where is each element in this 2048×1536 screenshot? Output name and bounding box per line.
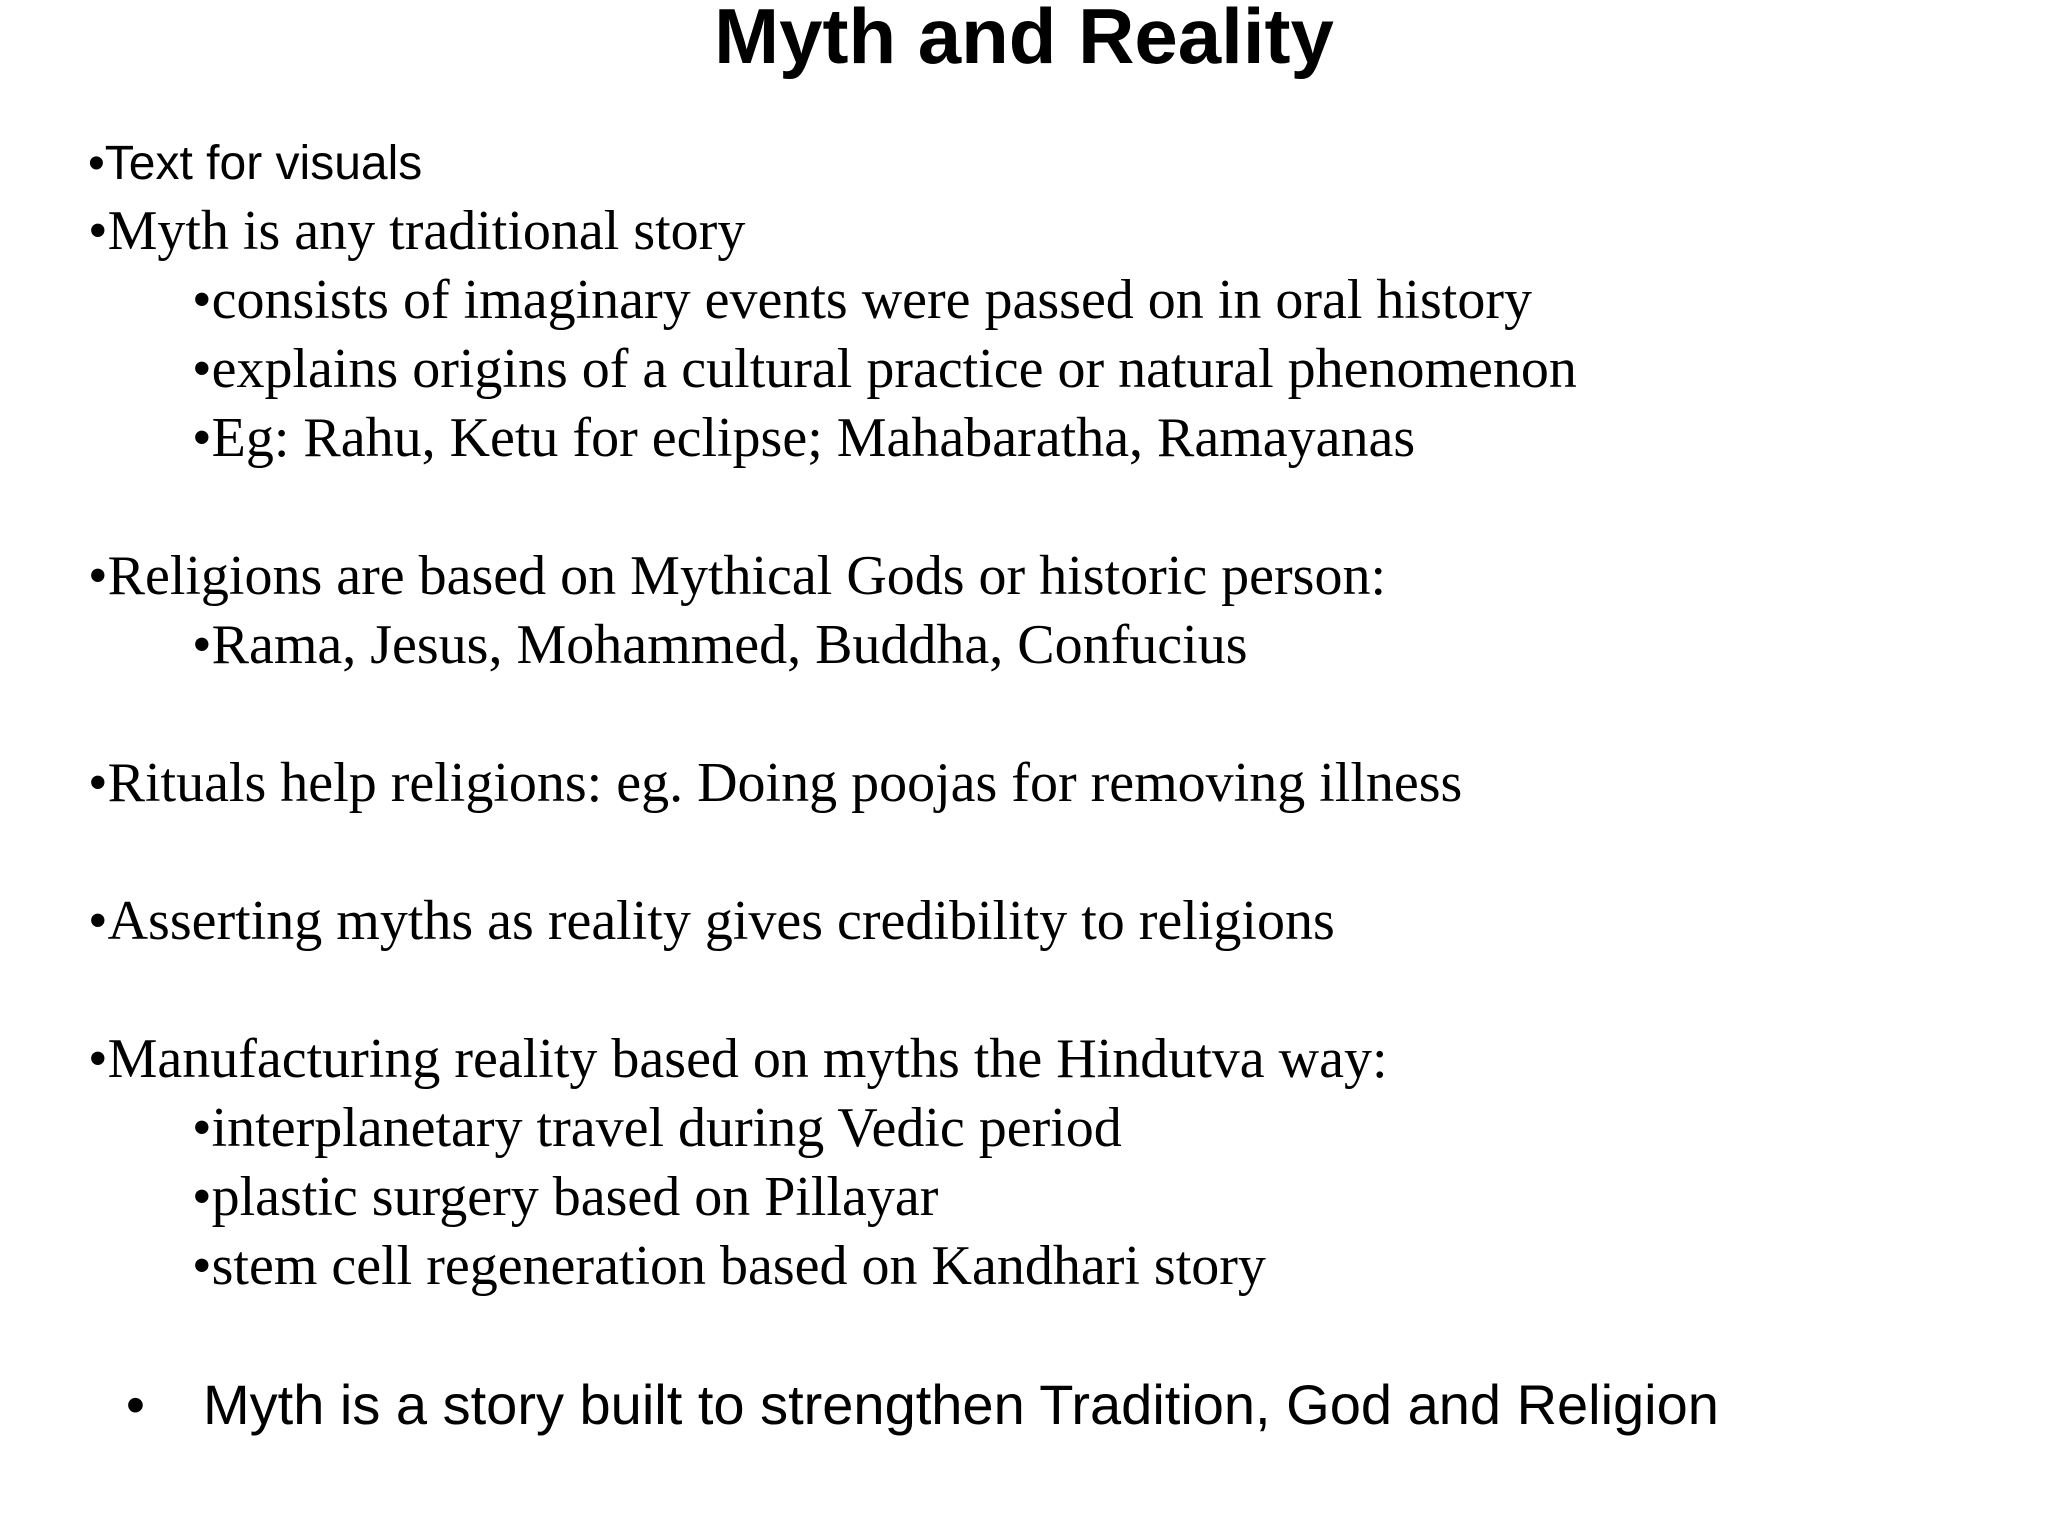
sub-bullet-imaginary-events: •consists of imaginary events were passed on in oral history <box>192 269 1532 331</box>
closing-bullet-marker: • <box>126 1375 145 1435</box>
sub-bullet-plastic-surgery: •plastic surgery based on Pillayar <box>192 1166 939 1228</box>
sub-bullet-stem-cell: •stem cell regeneration based on Kandhari story <box>192 1235 1266 1297</box>
bullet-rituals: •Rituals help religions: eg. Doing poojas for removing illness <box>88 752 1463 814</box>
sub-bullet-interplanetary-travel: •interplanetary travel during Vedic period <box>192 1097 1122 1159</box>
sub-bullet-explains-origins: •explains origins of a cultural practice or natural phenomenon <box>192 338 1577 400</box>
bullet-manufacturing-reality: •Manufacturing reality based on myths the Hindutva way: <box>88 1028 1388 1090</box>
sub-bullet-religious-figures: •Rama, Jesus, Mohammed, Buddha, Confucius <box>192 614 1248 676</box>
closing-statement: Myth is a story built to strengthen Tradition, God and Religion <box>203 1373 1719 1436</box>
bullet-text-for-visuals: •Text for visuals <box>88 137 423 190</box>
bullet-myth-definition: •Myth is any traditional story <box>88 200 746 262</box>
bullet-religions-based-on: •Religions are based on Mythical Gods or historic person: <box>88 545 1387 607</box>
bullet-asserting-myths: •Asserting myths as reality gives credibility to religions <box>88 890 1335 952</box>
sub-bullet-examples: •Eg: Rahu, Ketu for eclipse; Mahabaratha, Ramayanas <box>192 407 1416 469</box>
slide-title: Myth and Reality <box>714 0 1334 80</box>
